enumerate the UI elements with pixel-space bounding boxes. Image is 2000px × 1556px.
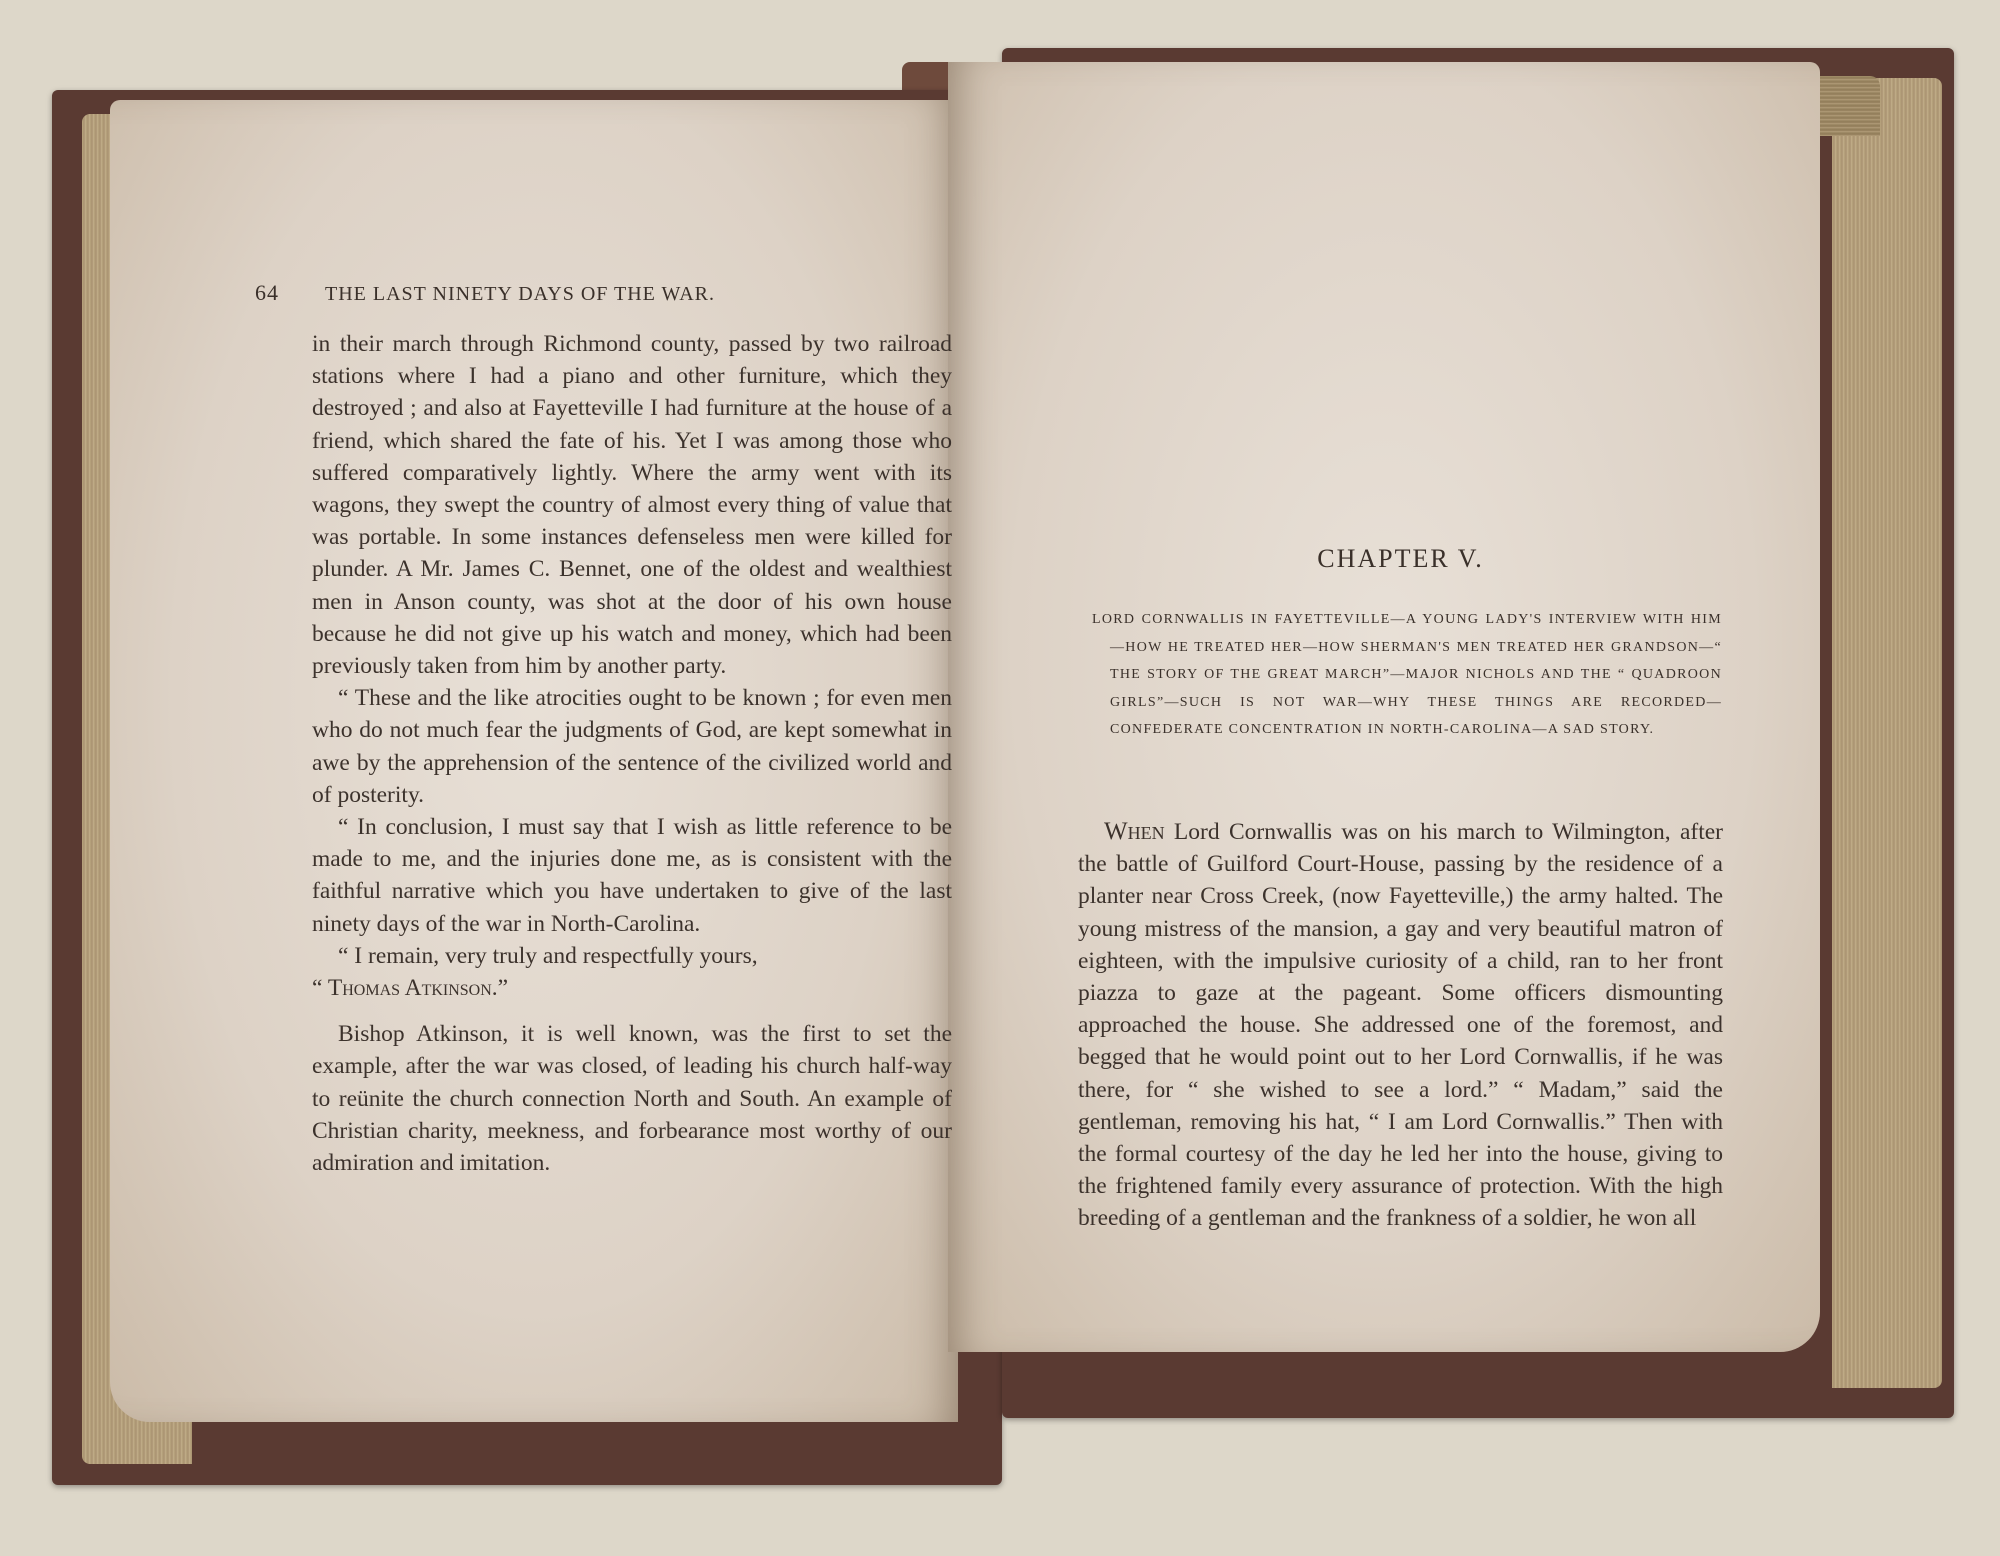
body-lead-word: When bbox=[1104, 818, 1165, 845]
signature-close: “ I remain, very truly and respectfully yours, bbox=[338, 942, 758, 969]
running-head bbox=[255, 280, 895, 306]
running-head-title: THE LAST NINETY DAYS OF THE WAR. bbox=[325, 283, 715, 305]
body-text: Lord Cornwallis was on his march to Wilmington, after the battle of Guilford Court-House, passing by the residence of a planter near Cross Creek, (now Fayetteville,) the army halted. The young mistress of the mansion, a gay and very beautiful matron of eighteen, with the impulsive curiosity of a child, ran to her front piazza to gaze at the pageant. Some officers dismounting approached the house. She addressed one of the foremost, and begged that he would point out to her Lord Cornwallis, if he was there, for “ she wished to see a lord.” “ Madam,” said the gentleman, removing his hat, “ I am Lord Cornwallis.” Then with the formal courtesy of the day he led her into the house, giving to the frightened family every assurance of protection. With the high breeding of a gentleman and the frankness of a soldier, he won all bbox=[1078, 819, 1723, 1232]
paragraph-2: “ These and the like atrocities ought to be known ; for even men who do not much fear the judgments of God, are kept somewhat in awe by the apprehension of the sentence of the civilized world and of posterity. bbox=[312, 685, 952, 808]
right-page-edges bbox=[1832, 78, 1942, 1388]
page-number: 64 bbox=[255, 280, 279, 305]
chapter-title: CHAPTER V. bbox=[1317, 544, 1484, 573]
right-page-text bbox=[1078, 816, 1723, 1235]
paragraph-1: in their march through Richmond county, passed by two railroad stations where I had a piano and other furniture, which they destroyed ; and also at Fayetteville I had furniture at the house of a friend, which shared the fate of his. Yet I was among those who suffered comparatively lightly. Where the army went with its wagons, they swept the country of almost every thing of value that was portable. In some instances defenseless men were killed for plunder. A Mr. James C. Bennet, one of the oldest and wealthiest men in Anson county, was shot at the door of his own house because he did not give up his watch and money, which had been previously taken from him by another party. bbox=[312, 331, 952, 680]
paragraph-gap bbox=[312, 1004, 952, 1018]
signature-name: “ Thomas Atkinson.” bbox=[312, 975, 509, 1002]
chapter-body bbox=[1078, 816, 1723, 1235]
left-page-text bbox=[312, 328, 952, 1179]
chapter-synopsis: LORD CORNWALLIS IN FAYETTEVILLE—A YOUNG LADY'S INTERVIEW WITH HIM—HOW HE TREATED HER—HOW SHERMAN'S MEN TREATED HER GRANDSON—“ THE STORY OF THE GREAT MARCH”—MAJOR NICHOLS AND THE “ QUADROON GIRLS”—SUCH IS NOT WAR—WHY THESE THINGS ARE RECORDED—CONFEDERATE CONCENTRATION IN NORTH-CAROLINA—A SAD STORY. bbox=[1092, 612, 1722, 737]
closing-paragraph: Bishop Atkinson, it is well known, was the first to set the example, after the war was closed, of leading his church half-way to reünite the church connection North and South. An example of Christian charity, meekness, and forbearance most worthy of our admiration and imitation. bbox=[312, 1021, 952, 1177]
paragraph-3: “ In conclusion, I must say that I wish as little reference to be made to me, and the injuries done me, as is consistent with the faithful narrative which you have undertaken to give of the last ninety days of the war in North-Carolina. bbox=[312, 814, 952, 937]
